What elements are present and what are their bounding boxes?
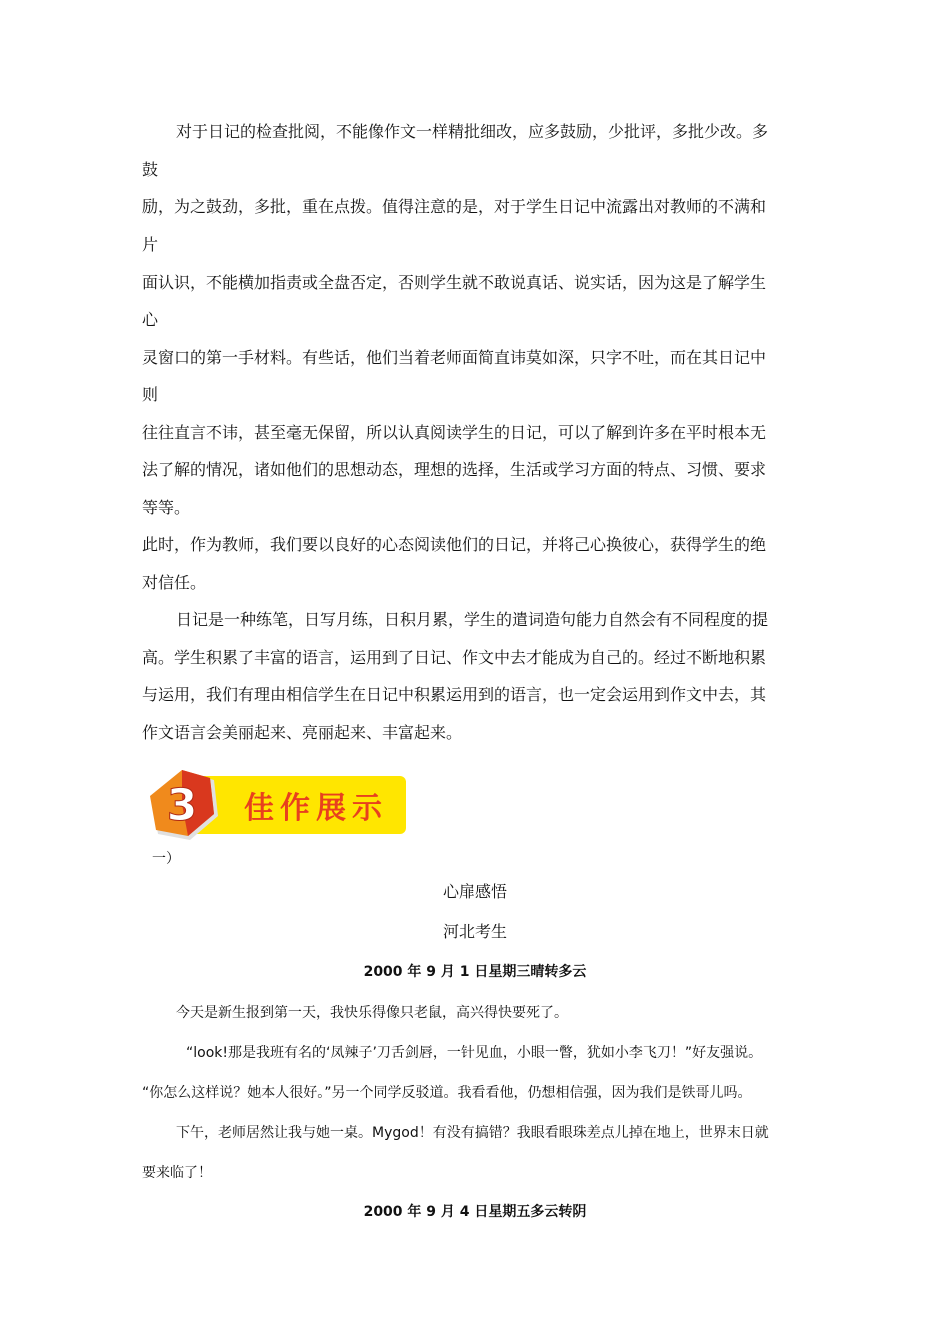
section-badge (148, 770, 410, 846)
body-text-line: 对于日记的检查批阅，不能像作文一样精批细改，应多鼓励，少批评，多批少改。多 (176, 122, 769, 141)
body-text-line: 日记是一种练笔，日写月练，日积月累，学生的遣词造句能力自然会有不同程度的提 (176, 610, 769, 629)
body-text-line: 等等。 (142, 498, 191, 517)
body-text-line: 灵窗口的第一手材料。有些话，他们当着老师面简直讳莫如深，只字不吐，而在其日记中 (142, 348, 767, 367)
essay-title: 心扉感悟 (442, 882, 507, 901)
section-marker: 一） (152, 851, 180, 867)
body-text-line: 则 (142, 385, 159, 404)
diary-date-heading: 2000 年 9 月 4 日星期五多云转阴 (363, 1204, 587, 1220)
badge-title: 佳作展示 (244, 791, 388, 826)
body-text-line: 往往直言不讳，甚至毫无保留，所以认真阅读学生的日记，可以了解到许多在平时根本无 (142, 423, 767, 442)
body-text-line: 作文语言会美丽起来、亮丽起来、丰富起来。 (142, 723, 463, 742)
body-text-line: 此时，作为教师，我们要以良好的心态阅读他们的日记，并将己心换彼心，获得学生的绝 (142, 535, 767, 554)
body-text-line: 高。学生积累了丰富的语言，运用到了日记、作文中去才能成为自己的。经过不断地积累 (142, 648, 767, 667)
body-text-line: 与运用，我们有理由相信学生在日记中积累运用到的语言，也一定会运用到作文中去，其 (142, 685, 767, 704)
body-text-line: 励，为之鼓劲，多批，重在点拨。值得注意的是，对于学生日记中流露出对教师的不满和 (142, 197, 767, 216)
body-text-line: 对信任。 (142, 573, 207, 592)
body-text-line: 心 (142, 310, 159, 329)
essay-paragraph: 今天是新生报到第一天，我快乐得像只老鼠，高兴得快要死了。 (176, 1005, 568, 1021)
body-text-line: 法了解的情况，诸如他们的思想动态，理想的选择，生活或学习方面的特点、习惯、要求 (142, 460, 767, 479)
body-text-line: 片 (142, 235, 159, 254)
diary-date-heading: 2000 年 9 月 1 日星期三晴转多云 (363, 964, 587, 980)
body-text-line: 鼓 (142, 160, 159, 179)
essay-paragraph: 要来临了！ (142, 1165, 212, 1181)
essay-paragraph: “look!那是我班有名的‘凤辣子’刀舌剑唇，一针见血，小眼一瞥，犹如小李飞刀！”好友强说。 (186, 1045, 763, 1061)
essay-paragraph: 下午，老师居然让我与她一桌。Mygod！有没有搞错？我眼看眼珠差点儿掉在地上，世界末日就 (176, 1125, 769, 1141)
badge-number: 3 (166, 780, 198, 831)
body-text-line: 面认识，不能横加指责或全盘否定，否则学生就不敢说真话、说实话，因为这是了解学生 (142, 273, 767, 292)
essay-author: 河北考生 (442, 922, 507, 941)
essay-paragraph: “你怎么这样说？她本人很好。”另一个同学反驳道。我看看他，仍想相信强，因为我们是铁哥儿吗。 (142, 1085, 752, 1101)
